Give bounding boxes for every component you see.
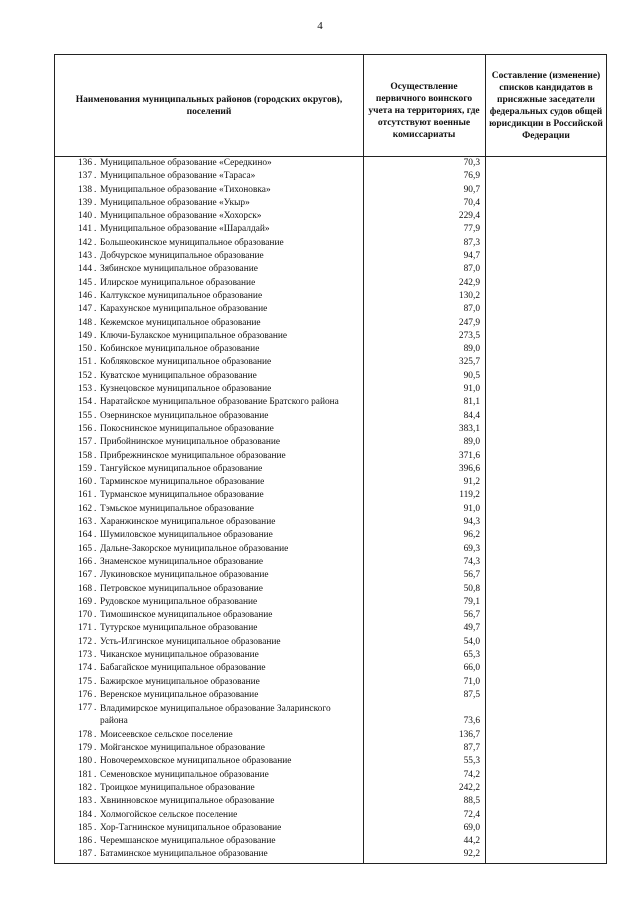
row-value: 89,0 <box>463 344 480 355</box>
row-number: 176 <box>77 689 92 700</box>
row-number-dot: . <box>94 503 97 514</box>
table-row <box>54 729 607 742</box>
table-row <box>54 742 607 755</box>
row-municipality-name: Тарминское муниципальное образование <box>100 477 265 488</box>
row-number: 149 <box>77 330 92 341</box>
row-value: 383,1 <box>458 423 480 434</box>
table-row <box>54 277 607 290</box>
row-municipality-name: Кежемское муниципальное образование <box>100 317 261 328</box>
row-municipality-name: Троицкое муниципальное образование <box>100 782 255 793</box>
row-municipality-name: Знаменское муниципальное образование <box>100 556 264 567</box>
row-number: 180 <box>77 756 92 767</box>
row-number-dot: . <box>94 782 97 793</box>
table-body <box>54 157 607 862</box>
row-municipality-name: Бабагайское муниципальное образование <box>100 663 266 674</box>
table-row <box>54 583 607 596</box>
row-value: 247,9 <box>458 317 480 328</box>
row-value: 119,2 <box>459 490 480 501</box>
row-number-dot: . <box>94 450 97 461</box>
row-number: 154 <box>77 397 92 408</box>
row-number: 138 <box>77 184 92 195</box>
row-municipality-name: Озернинское муниципальное образование <box>100 410 269 421</box>
row-number: 140 <box>77 211 92 222</box>
row-number-dot: . <box>94 836 97 847</box>
row-number-dot: . <box>94 171 97 182</box>
row-number-dot: . <box>94 330 97 341</box>
row-number-dot: . <box>94 663 97 674</box>
row-municipality-name: Черемшанское муниципальное образование <box>100 836 276 847</box>
row-value: 49,7 <box>463 623 480 634</box>
row-number: 152 <box>77 370 92 381</box>
table-row <box>54 596 607 609</box>
row-number: 151 <box>77 357 92 368</box>
row-number-dot: . <box>94 729 97 740</box>
table-row <box>54 170 607 183</box>
row-municipality-name: Большеокинское муниципальное образование <box>100 237 284 248</box>
table-row <box>54 343 607 356</box>
row-value: 371,6 <box>458 450 480 461</box>
row-number: 163 <box>77 517 92 528</box>
table-row <box>54 782 607 795</box>
row-municipality-name: Муниципальное образование «Середкино» <box>100 158 272 168</box>
table-row <box>54 769 607 782</box>
row-municipality-name: Тэмьское муниципальное образование <box>100 503 254 514</box>
table-row <box>54 795 607 808</box>
row-number: 136 <box>77 158 92 168</box>
row-number-dot: . <box>94 437 97 448</box>
row-number-dot: . <box>94 397 97 408</box>
row-number-dot: . <box>94 224 97 235</box>
row-number-dot: . <box>94 769 97 780</box>
row-municipality-name: Лукиновское муниципальное образование <box>100 570 269 581</box>
table-row <box>54 197 607 210</box>
row-number-dot: . <box>94 251 97 262</box>
row-value: 94,7 <box>463 251 480 262</box>
row-value: 72,4 <box>463 809 480 820</box>
row-municipality-name: Владимирское муниципальное образование Заларинского района <box>100 704 331 727</box>
row-number-dot: . <box>94 756 97 767</box>
header-military-registration: Осуществление первичного воинского учета на территориях, где отсутствуют военные комиссариаты <box>368 81 480 140</box>
row-municipality-name: Чиканское муниципальное образование <box>100 649 259 660</box>
row-municipality-name: Куватское муниципальное образование <box>100 370 257 381</box>
table-row <box>54 396 607 409</box>
row-value: 94,3 <box>463 517 480 528</box>
table-row <box>54 210 607 223</box>
table-row <box>54 463 607 476</box>
row-value: 56,7 <box>463 610 480 621</box>
row-municipality-name: Хор-Тагнинское муниципальное образование <box>100 822 282 833</box>
page-number: 4 <box>317 20 323 32</box>
row-number-dot: . <box>94 676 97 687</box>
row-value: 96,2 <box>463 530 480 541</box>
table-row <box>54 263 607 276</box>
row-value: 70,4 <box>463 197 480 208</box>
table-row <box>54 529 607 542</box>
table-row <box>54 157 607 170</box>
row-number: 167 <box>77 570 92 581</box>
table-row <box>54 662 607 675</box>
row-number: 175 <box>77 676 92 687</box>
row-value: 92,2 <box>463 849 480 860</box>
table-row <box>54 237 607 250</box>
row-value: 130,2 <box>458 290 480 301</box>
row-municipality-name: Турманское муниципальное образование <box>100 490 264 501</box>
row-municipality-name: Веренское муниципальное образование <box>100 689 259 700</box>
row-number: 178 <box>77 729 92 740</box>
row-value: 70,3 <box>463 158 480 168</box>
table-row <box>54 303 607 316</box>
row-municipality-name: Прибойнинское муниципальное образование <box>100 437 281 448</box>
row-number: 168 <box>77 583 92 594</box>
row-value: 87,0 <box>463 264 480 275</box>
row-value: 54,0 <box>463 636 480 647</box>
row-value: 74,3 <box>463 556 480 567</box>
row-number-dot: . <box>94 636 97 647</box>
row-number-dot: . <box>94 530 97 541</box>
row-number: 156 <box>77 423 92 434</box>
table-row <box>54 436 607 449</box>
row-number-dot: . <box>94 517 97 528</box>
row-number: 161 <box>77 490 92 501</box>
row-number: 170 <box>77 610 92 621</box>
row-number: 148 <box>77 317 92 328</box>
row-municipality-name: Наратайское муниципальное образование Братского района <box>100 397 339 408</box>
row-value: 90,7 <box>463 184 480 195</box>
row-municipality-name: Семеновское муниципальное образование <box>100 769 269 780</box>
row-value: 76,9 <box>463 171 480 182</box>
row-number-dot: . <box>94 570 97 581</box>
row-municipality-name: Муниципальное образование «Укыр» <box>100 197 250 208</box>
row-municipality-name: Покоснинское муниципальное образование <box>100 423 274 434</box>
row-number: 182 <box>77 782 92 793</box>
table-row <box>54 609 607 622</box>
row-municipality-name: Кобинское муниципальное образование <box>100 344 260 355</box>
row-municipality-name: Дальне-Закорское муниципальное образование <box>100 543 289 554</box>
row-value: 71,0 <box>463 676 480 687</box>
row-number: 187 <box>77 849 92 860</box>
row-value: 81,1 <box>463 397 480 408</box>
row-number-dot: . <box>94 689 97 700</box>
row-number-dot: . <box>94 849 97 860</box>
table-row <box>54 556 607 569</box>
row-value: 65,3 <box>463 649 480 660</box>
row-municipality-name: Харанжинское муниципальное образование <box>100 517 276 528</box>
row-value: 90,5 <box>463 370 480 381</box>
table-row <box>54 543 607 556</box>
row-value: 44,2 <box>463 836 480 847</box>
row-value: 91,0 <box>463 503 480 514</box>
row-municipality-name: Муниципальное образование «Хохорск» <box>100 211 262 222</box>
row-value: 87,0 <box>463 304 480 315</box>
row-number-dot: . <box>94 237 97 248</box>
row-number: 147 <box>77 304 92 315</box>
table-row <box>54 410 607 423</box>
row-value: 74,2 <box>463 769 480 780</box>
row-municipality-name: Добчурское муниципальное образование <box>100 251 264 262</box>
table-row <box>54 848 607 861</box>
row-municipality-name: Бажирское муниципальное образование <box>100 676 260 687</box>
row-value: 84,4 <box>463 410 480 421</box>
row-value: 325,7 <box>458 357 480 368</box>
row-number-dot: . <box>94 197 97 208</box>
row-municipality-name: Холмогойское сельское поселение <box>100 809 238 820</box>
row-number-dot: . <box>94 410 97 421</box>
table-row <box>54 676 607 689</box>
table-row <box>54 476 607 489</box>
row-number-dot: . <box>94 344 97 355</box>
row-municipality-name: Кобляковское муниципальное образование <box>100 357 272 368</box>
row-municipality-name: Тангуйское муниципальное образование <box>100 463 263 474</box>
row-number-dot: . <box>94 277 97 288</box>
row-municipality-name: Хвнинновское муниципальное образование <box>100 796 275 807</box>
row-number: 186 <box>77 836 92 847</box>
row-number-dot: . <box>94 463 97 474</box>
row-number: 145 <box>77 277 92 288</box>
table-row <box>54 290 607 303</box>
row-number: 160 <box>77 477 92 488</box>
row-municipality-name: Муниципальное образование «Тараса» <box>100 171 256 182</box>
row-number-dot: . <box>94 649 97 660</box>
row-number: 142 <box>77 237 92 248</box>
row-value: 56,7 <box>463 570 480 581</box>
row-number-dot: . <box>94 317 97 328</box>
row-municipality-name: Кузнецовское муниципальное образование <box>100 384 272 395</box>
table-row <box>54 450 607 463</box>
table-row <box>54 622 607 635</box>
table-row <box>54 755 607 768</box>
row-value: 91,0 <box>463 384 480 395</box>
header-municipality-name: Наименования муниципальных районов (городских округов), поселений <box>75 94 343 117</box>
table-row <box>54 330 607 343</box>
row-number: 183 <box>77 796 92 807</box>
table-row <box>54 317 607 330</box>
row-number-dot: . <box>94 822 97 833</box>
row-number: 169 <box>77 596 92 607</box>
row-municipality-name: Петровское муниципальное образование <box>100 583 263 594</box>
row-municipality-name: Батаминское муниципальное образование <box>100 849 268 860</box>
row-value: 87,7 <box>463 743 480 754</box>
table-row <box>54 809 607 822</box>
row-number-dot: . <box>94 384 97 395</box>
table-row <box>54 356 607 369</box>
row-municipality-name: Новочеремховское муниципальное образование <box>100 756 292 767</box>
table-row <box>54 184 607 197</box>
row-number-dot: . <box>94 158 97 168</box>
table-row <box>54 689 607 702</box>
row-municipality-name: Илирское муниципальное образование <box>100 277 256 288</box>
row-number: 159 <box>77 463 92 474</box>
row-number-dot: . <box>94 543 97 554</box>
row-municipality-name: Тимошинское муниципальное образование <box>100 610 273 621</box>
row-number: 157 <box>77 437 92 448</box>
row-number-dot: . <box>94 357 97 368</box>
table-row <box>54 636 607 649</box>
row-number: 158 <box>77 450 92 461</box>
row-number-dot: . <box>94 556 97 567</box>
row-number: 177 <box>77 703 92 714</box>
row-number: 153 <box>77 384 92 395</box>
row-number: 173 <box>77 649 92 660</box>
row-number: 181 <box>77 769 92 780</box>
row-value: 91,2 <box>463 477 480 488</box>
row-value: 242,2 <box>458 782 480 793</box>
row-number: 164 <box>77 530 92 541</box>
row-municipality-name: Ключи-Булакское муниципальное образование <box>100 330 288 341</box>
row-value: 89,0 <box>463 437 480 448</box>
row-number: 150 <box>77 344 92 355</box>
row-value: 396,6 <box>458 463 480 474</box>
row-municipality-name: Муниципальное образование «Тихоновка» <box>100 184 271 195</box>
row-municipality-name: Муниципальное образование «Шаралдай» <box>100 224 270 235</box>
row-number: 162 <box>77 503 92 514</box>
table-row <box>54 516 607 529</box>
row-number-dot: . <box>94 290 97 301</box>
row-value: 273,5 <box>458 330 480 341</box>
row-value: 242,9 <box>458 277 480 288</box>
table-row <box>54 250 607 263</box>
row-municipality-name: Калтукское муниципальное образование <box>100 290 263 301</box>
row-municipality-name: Тутурское муниципальное образование <box>100 623 258 634</box>
row-value: 79,1 <box>463 596 480 607</box>
row-number: 185 <box>77 822 92 833</box>
row-value: 69,3 <box>463 543 480 554</box>
row-value: 55,3 <box>463 756 480 767</box>
table-row <box>54 569 607 582</box>
table-row <box>54 822 607 835</box>
table-row <box>54 423 607 436</box>
table-row <box>54 702 607 729</box>
row-number: 144 <box>77 264 92 275</box>
row-value: 66,0 <box>463 663 480 674</box>
row-number-dot: . <box>94 796 97 807</box>
row-municipality-name: Зябинское муниципальное образование <box>100 264 258 275</box>
row-number: 174 <box>77 663 92 674</box>
row-value: 136,7 <box>458 729 480 740</box>
row-number: 137 <box>77 171 92 182</box>
row-municipality-name: Моисеевское сельское поселение <box>100 729 233 740</box>
table-row <box>54 503 607 516</box>
header-jury-lists: Составление (изменение) списков кандидатов в присяжные заседатели федеральных судов общей юрисдикции в Российской Федерации <box>489 70 603 141</box>
row-municipality-name: Прибрежнинское муниципальное образование <box>100 450 286 461</box>
row-number-dot: . <box>94 304 97 315</box>
row-number-dot: . <box>94 184 97 195</box>
row-number-dot: . <box>94 610 97 621</box>
row-number-dot: . <box>94 264 97 275</box>
table-row <box>54 223 607 236</box>
row-number: 171 <box>77 623 92 634</box>
row-number: 179 <box>77 743 92 754</box>
row-number: 184 <box>77 809 92 820</box>
row-number: 139 <box>77 197 92 208</box>
table-row <box>54 370 607 383</box>
row-number-dot: . <box>94 423 97 434</box>
row-number-dot: . <box>94 703 97 714</box>
row-number-dot: . <box>94 583 97 594</box>
row-number-dot: . <box>94 370 97 381</box>
table-row <box>54 835 607 848</box>
table-row <box>54 489 607 502</box>
row-number-dot: . <box>94 596 97 607</box>
row-value: 229,4 <box>458 211 480 222</box>
row-number-dot: . <box>94 743 97 754</box>
row-municipality-name: Усть-Илгинское муниципальное образование <box>100 636 281 647</box>
row-number: 165 <box>77 543 92 554</box>
row-value: 50,8 <box>463 583 480 594</box>
row-number: 155 <box>77 410 92 421</box>
row-value: 77,9 <box>463 224 480 235</box>
row-number: 146 <box>77 290 92 301</box>
row-municipality-name: Мойганское муниципальное образование <box>100 743 265 754</box>
row-number: 172 <box>77 636 92 647</box>
table-row <box>54 383 607 396</box>
row-municipality-name: Рудовское муниципальное образование <box>100 596 258 607</box>
row-number: 143 <box>77 251 92 262</box>
row-municipality-name: Шумиловское муниципальное образование <box>100 530 273 541</box>
row-number: 166 <box>77 556 92 567</box>
row-number-dot: . <box>94 490 97 501</box>
row-value: 73,6 <box>463 716 480 727</box>
row-value: 69,0 <box>463 822 480 833</box>
row-number-dot: . <box>94 809 97 820</box>
row-number-dot: . <box>94 623 97 634</box>
table-row <box>54 649 607 662</box>
row-value: 87,5 <box>463 689 480 700</box>
row-value: 87,3 <box>463 237 480 248</box>
row-number-dot: . <box>94 211 97 222</box>
row-value: 88,5 <box>463 796 480 807</box>
row-municipality-name: Карахунское муниципальное образование <box>100 304 268 315</box>
row-number-dot: . <box>94 477 97 488</box>
row-number: 141 <box>77 224 92 235</box>
